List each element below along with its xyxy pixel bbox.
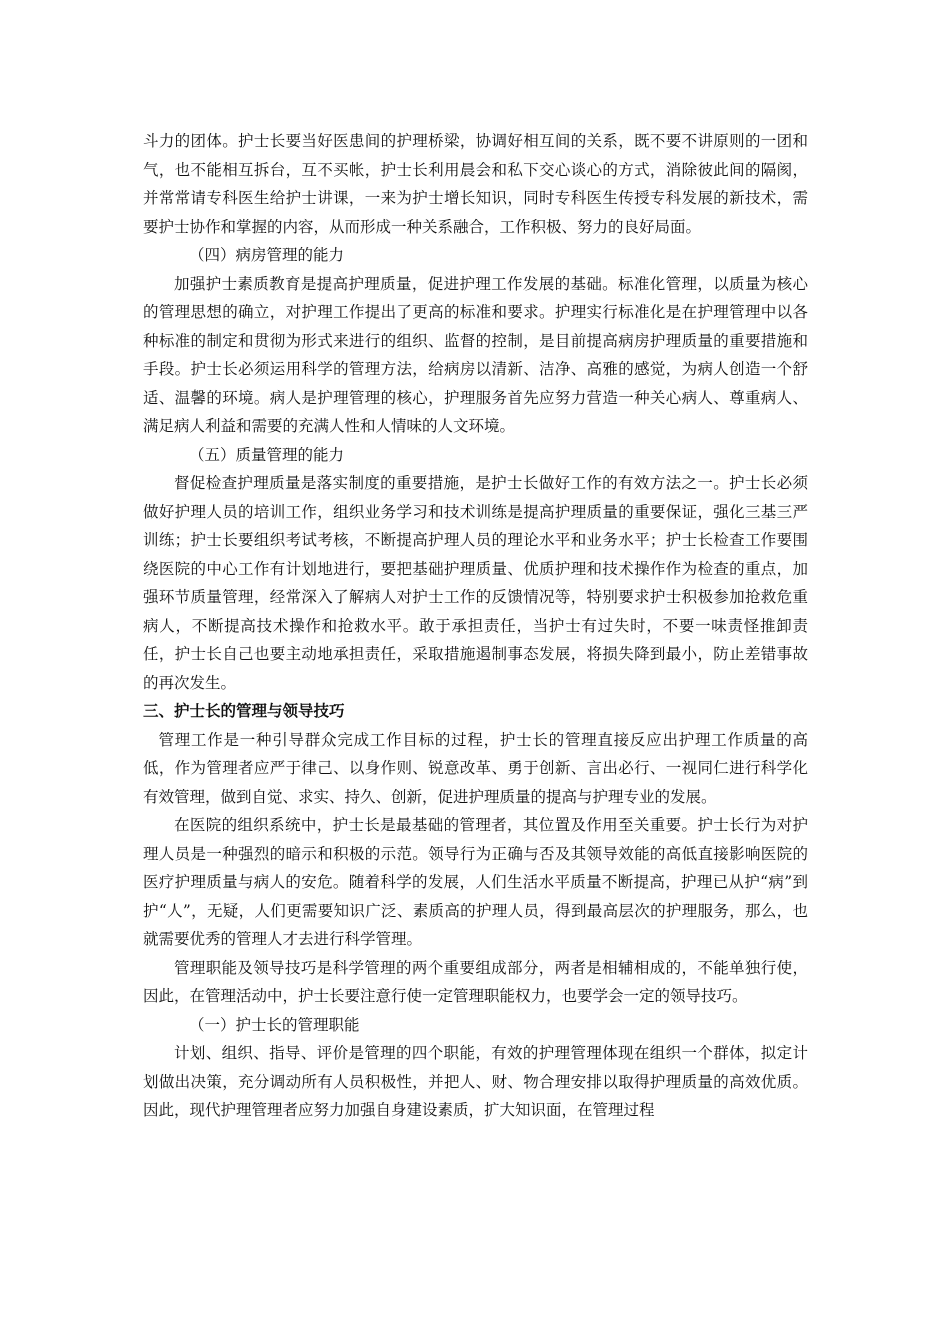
document-page (143, 127, 808, 1125)
subheading-quality-management: （五）质量管理的能力 (189, 445, 345, 464)
paragraph-ward-management: 加强护士素质教育是提高护理质量，促进护理工作发展的基础。标准化管理，以质量为核心的管理思想的确立，对护理工作提出了更高的标准和要求。护理实行标准化是在护理管理中以各种标准的制定和贯彻为形式来进行的组织、监督的控制，是目前提高病房护理质量的重要措施和手段。护士长必须运用科学的管理方法，给病房以清新、洁净、高雅的感觉，为病人创造一个舒适、温馨的环境。病人是护理管理的核心，护理服务首先应努力营造一种关心病人、尊重病人、满足病人利益和需要的充满人性和人情味的人文环境。 (143, 274, 808, 435)
subheading-management-functions: （一）护士长的管理职能 (189, 1015, 360, 1034)
paragraph-team-relations: 斗力的团体。护士长要当好医患间的护理桥梁，协调好相互间的关系，既不要不讲原则的一团和气，也不能相互拆台，互不买帐，护士长利用晨会和私下交心谈心的方式，消除彼此间的隔阂，并常常请专科医生给护士讲课，一来为护士增长知识，同时专科医生传授专科发展的新技术，需要护士协作和掌握的内容，从而形成一种关系融合，工作积极、努力的良好局面。 (143, 132, 808, 236)
paragraph-four-functions: 计划、组织、指导、评价是管理的四个职能，有效的护理管理体现在组织一个群体，拟定计划做出决策，充分调动所有人员积极性，并把人、财、物合理安排以取得护理质量的高效优质。因此，现代护理管理者应努力加强自身建设素质，扩大知识面，在管理过程 (143, 1044, 808, 1119)
paragraph-management-work: 管理工作是一种引导群众完成工作目标的过程，护士长的管理直接反应出护理工作质量的高低，作为管理者应严于律己、以身作则、锐意改革、勇于创新、言出必行、一视同仁进行科学化有效管理，做到自觉、求实、持久、创新，促进护理质量的提高与护理专业的发展。 (143, 730, 808, 806)
subheading-ward-management: （四）病房管理的能力 (189, 246, 345, 264)
paragraph-quality-management: 督促检查护理质量是落实制度的重要措施，是护士长做好工作的有效方法之一。护士长必须做好护理人员的培训工作，组织业务学习和技术训练是提高护理质量的重要保证，强化三基三严训练；护士长要组织考试考核，不断提高护理人员的理论水平和业务水平；护士长检查工作要围绕医院的中心工作有计划地进行，要把基础护理质量、优质护理和技术操作作为检查的重点，加强环节质量管理，经常深入了解病人对护士工作的反馈情况等，特别要求护士积极参加抢救危重病人，不断提高技术操作和抢救水平。敢于承担责任，当护士有过失时，不要一味责怪推卸责任，护士长自己也要主动地承担责任，采取措施遏制事态发展，将损失降到最小，防止差错事故的再次发生。 (143, 474, 808, 692)
section-heading-leadership: 三、护士长的管理与领导技巧 (143, 702, 345, 720)
paragraph-functions-and-skills: 管理职能及领导技巧是科学管理的两个重要组成部分，两者是相辅相成的，不能单独行使，因此，在管理活动中，护士长要注意行使一定管理职能权力，也要学会一定的领导技巧。 (143, 958, 808, 1005)
paragraph-organization-system: 在医院的组织系统中，护士长是最基础的管理者，其位置及作用至关重要。护士长行为对护理人员是一种强烈的暗示和积极的示范。领导行为正确与否及其领导效能的高低直接影响医院的医疗护理质量与病人的安危。随着科学的发展，人们生活水平质量不断提高，护理已从护“病”到护“人”，无疑，人们更需要知识广泛、素质高的护理人员，得到最高层次的护理服务，那么，也就需要优秀的管理人才去进行科学管理。 (143, 816, 808, 948)
